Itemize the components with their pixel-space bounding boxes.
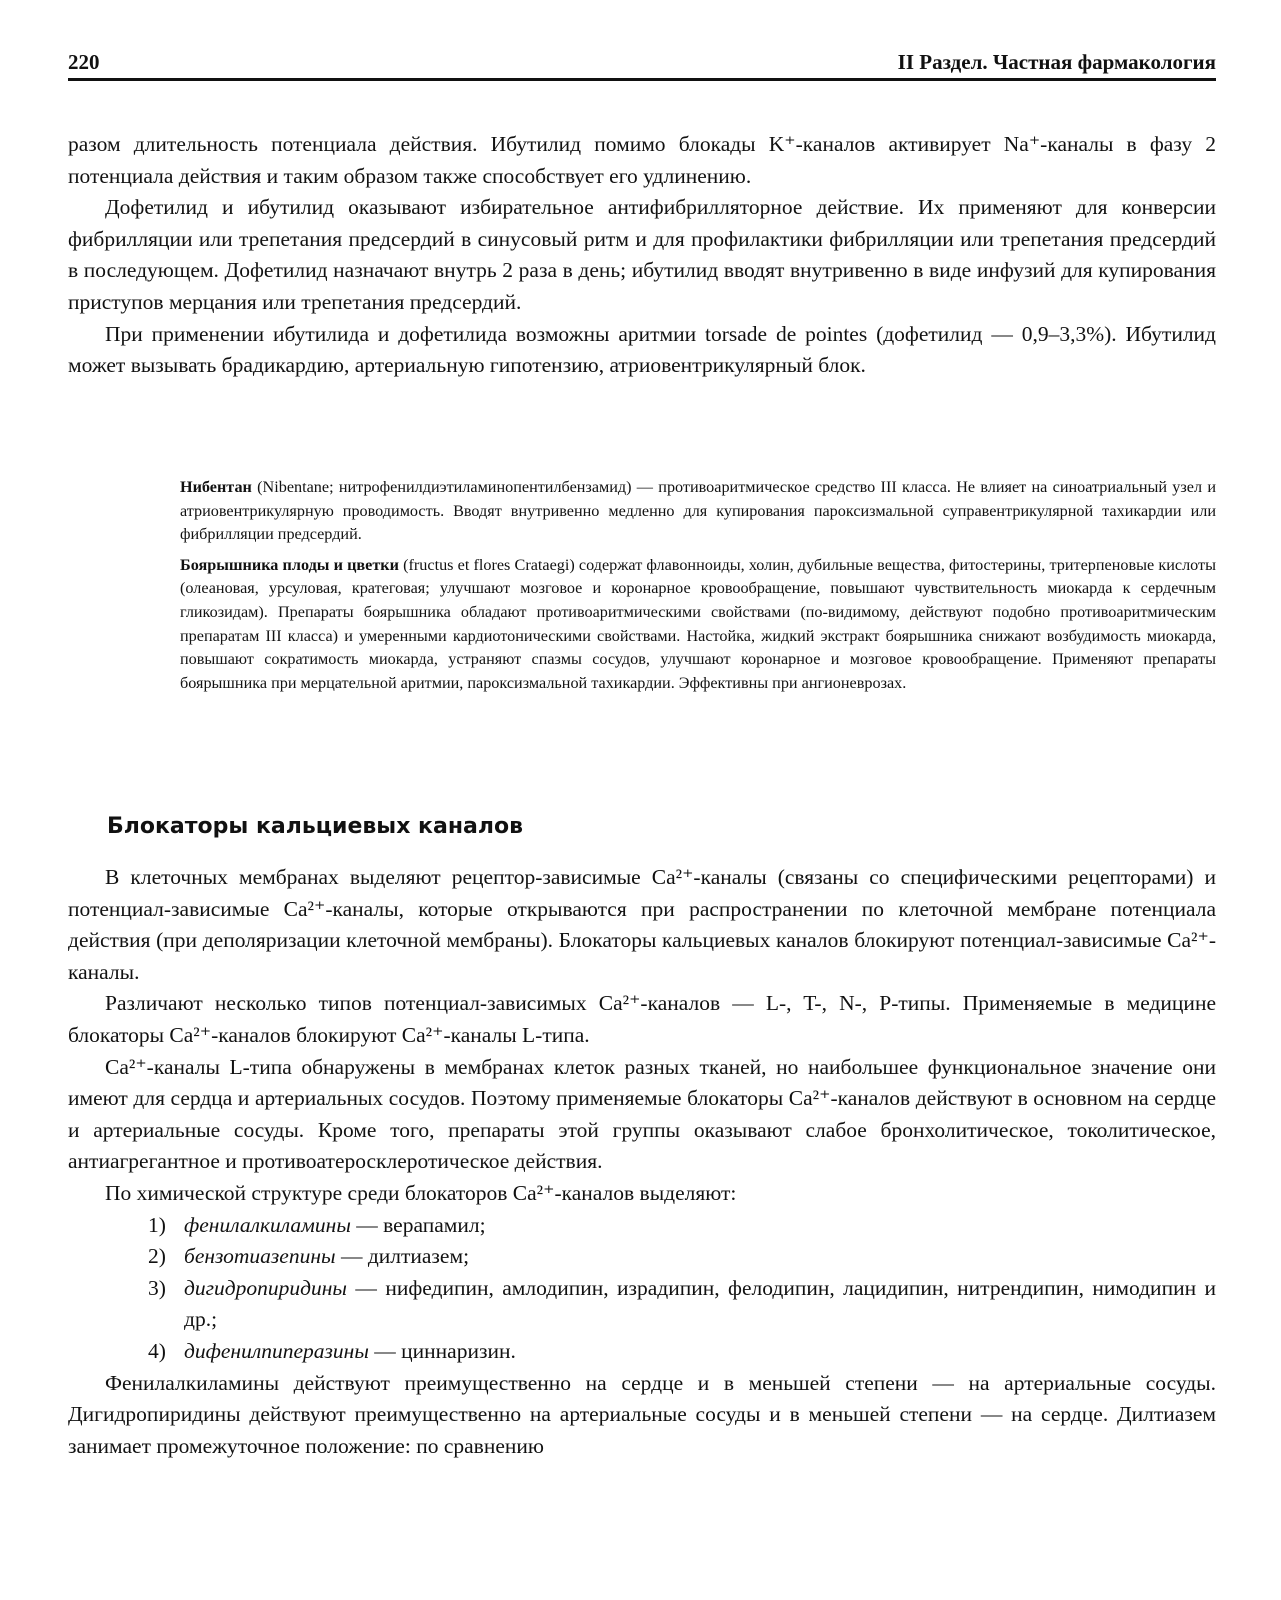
section-text xyxy=(68,862,1216,1462)
list-number: 1) xyxy=(148,1212,166,1237)
class-drugs: — верапамил; xyxy=(350,1212,486,1237)
class-name: фенилалкиламины xyxy=(184,1212,351,1237)
drug-term: Нибентан xyxy=(180,478,252,496)
small-print-notes xyxy=(180,476,1216,702)
list-item xyxy=(68,1210,1216,1242)
list-number: 2) xyxy=(148,1244,166,1269)
drug-term: Боярышника плоды и цветки xyxy=(180,555,399,574)
paragraph: Различают несколько типов потенциал-зависимых Ca²⁺-каналов — L-, T-, N-, P-типы. Применяемые в медицине блокаторы Ca²⁺-каналов блокируют Ca²⁺-каналы L-типа. xyxy=(68,991,1216,1047)
class-name: бензотиазепины xyxy=(184,1244,336,1269)
list-item xyxy=(68,1273,1216,1336)
paragraph: При применении ибутилида и дофетилида возможны аритмии torsade de pointes (дофетилид — 0,9–3,3%). Ибутилид может вызывать брадикардию, артериальную гипотензию, атриовентрикулярный блок. xyxy=(68,321,1216,378)
intro-text xyxy=(68,129,1216,382)
paragraph: В клеточных мембранах выделяют рецептор-зависимые Ca²⁺-каналы (связаны со специфическими рецепторами) и потенциал-зависимые Ca²⁺-каналы, которые открываются при распространении по клеточной мембране потенциала действия (при деполяризации клеточной мембраны). Блокаторы кальциевых каналов блокируют потенциал-зависимые Ca²⁺-каналы. xyxy=(68,865,1216,984)
paragraph: По химической структуре среди блокаторов Ca²⁺-каналов выделяют: xyxy=(105,1180,737,1205)
class-drugs: — циннаризин. xyxy=(368,1338,516,1363)
class-name: дифенилпиперазины xyxy=(184,1338,369,1363)
paragraph: Фенилалкиламины действуют преимущественно на сердце и в меньшей степени — на артериальные сосуды. Дигидропиридины действуют преимущественно на артериальные сосуды и в меньшей степени — на сердце. Дилтиазем занимает промежуточное положение: по сравнению xyxy=(68,1370,1216,1458)
class-drugs: — нифедипин, амлодипин, израдипин, фелодипин, лацидипин, нитрендипин, нимодипин и др.; xyxy=(184,1275,1216,1332)
class-drugs: — дилтиазем; xyxy=(335,1244,470,1269)
drug-note-text: (Nibentane; нитрофенилдиэтиламинопентилбензамид) — противоаритмическое средство III класса. Не влияет на синоатриальный узел и атриовентрикулярную проводимость. Вводят внутривенно медленно для купирования пароксизмальной суправентрикулярной тахикардии или фибрилляции предсердий. xyxy=(180,478,1216,544)
drug-note xyxy=(180,476,1216,547)
section-title: II Раздел. Частная фармакология xyxy=(897,50,1216,74)
list-item xyxy=(68,1336,1216,1368)
drug-class-list xyxy=(68,1210,1216,1368)
list-item xyxy=(68,1241,1216,1273)
page-number: 220 xyxy=(68,50,100,74)
list-number: 3) xyxy=(148,1275,166,1300)
class-name: дигидропиридины xyxy=(184,1275,347,1300)
section-heading: Блокаторы кальциевых каналов xyxy=(107,814,524,839)
drug-note xyxy=(180,554,1216,696)
paragraph: разом длительность потенциала действия. Ибутилид помимо блокады K⁺-каналов активирует Na⁺-каналы в фазу 2 потенциала действия и таким образом также способствует его удлинению. xyxy=(68,132,1216,188)
drug-note-text: (fructus et flores Crataegi) содержат флавонноиды, холин, дубильные вещества, фитостерины, тритерпеновые кислоты (олеановая, урсуловая, кратеговая; улучшают мозговое и коронарное кровообращение, повышают чувствительность миокарда к сердечным гликозидам). Препараты боярышника обладают противоаритмическими свойствами (по-видимому, действуют подобно противоаритмическим препаратам III класса) и умеренными кардиотоническими свойствами. Настойка, жидкий экстракт боярышника снижают возбудимость миокарда, повышают сократимость миокарда, устраняют спазмы сосудов, улучшают коронарное и мозговое кровообращение. Применяют препараты боярышника при мерцательной аритмии, пароксизмальной тахикардии. Эффективны при ангионеврозах. xyxy=(180,555,1216,692)
list-number: 4) xyxy=(148,1338,166,1363)
paragraph: Дофетилид и ибутилид оказывают избирательное антифибрилляторное действие. Их применяют для конверсии фибрилляции или трепетания предсердий в синусовый ритм и для профилактики фибрилляции или трепетания предсердий в последующем. Дофетилид назначают внутрь 2 раза в день; ибутилид вводят внутривенно в виде инфузий для купирования приступов мерцания или трепетания предсердий. xyxy=(68,195,1216,314)
running-head xyxy=(68,42,1216,81)
paragraph: Ca²⁺-каналы L-типа обнаружены в мембранах клеток разных тканей, но наибольшее функциональное значение они имеют для сердца и артериальных сосудов. Поэтому применяемые блокаторы Ca²⁺-каналов действуют в основном на сердце и артериальные сосуды. Кроме того, препараты этой группы оказывают слабое бронхолитическое, токолитическое, антиагрегантное и противоатеросклеротическое действия. xyxy=(68,1054,1216,1174)
